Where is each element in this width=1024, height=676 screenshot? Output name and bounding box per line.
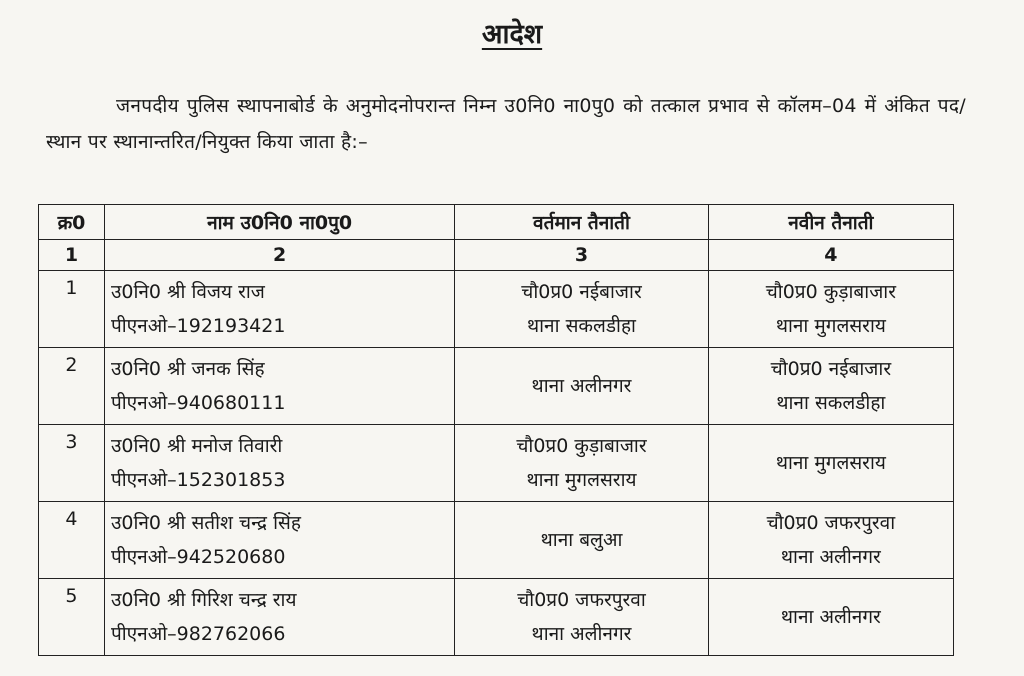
current-posting-cell xyxy=(455,348,708,425)
current-posting-line: थाना सकलडीहा xyxy=(527,315,636,337)
row-serial: 1 xyxy=(39,271,105,348)
row-serial: 3 xyxy=(39,425,105,502)
new-posting-cell xyxy=(708,579,953,656)
current-posting-line: थाना बलुआ xyxy=(540,529,623,551)
header-new-posting: नवीन तैनाती xyxy=(708,205,953,240)
current-posting-cell xyxy=(455,425,708,502)
table-row xyxy=(39,271,954,348)
new-posting-line: थाना अलीनगर xyxy=(780,606,881,628)
row-serial: 4 xyxy=(39,502,105,579)
column-number: 1 xyxy=(39,240,105,271)
table-row xyxy=(39,425,954,502)
new-posting-cell xyxy=(708,348,953,425)
table-row xyxy=(39,348,954,425)
officer-cell xyxy=(104,348,454,425)
column-number: 2 xyxy=(104,240,454,271)
new-posting-cell xyxy=(708,502,953,579)
officer-pno: पीएनओ–982762066 xyxy=(110,623,286,645)
officer-pno: पीएनओ–942520680 xyxy=(110,546,286,568)
table-row xyxy=(39,502,954,579)
column-number: 4 xyxy=(708,240,953,271)
column-number-row xyxy=(39,240,954,271)
officer-name: उ0नि0 श्री सतीश चन्द्र सिंह xyxy=(110,512,301,534)
new-posting-line: चौ0प्र0 जफरपुरवा xyxy=(766,512,896,534)
table-row xyxy=(39,579,954,656)
officer-pno: पीएनओ–192193421 xyxy=(110,315,286,337)
row-serial: 5 xyxy=(39,579,105,656)
table-header-row xyxy=(39,205,954,240)
officer-pno: पीएनओ–940680111 xyxy=(110,392,286,414)
column-number: 3 xyxy=(455,240,708,271)
officer-pno: पीएनओ–152301853 xyxy=(110,469,286,491)
new-posting-cell xyxy=(708,425,953,502)
header-name: नाम उ0नि0 ना0पु0 xyxy=(104,205,454,240)
current-posting-line: चौ0प्र0 नईबाजार xyxy=(521,281,642,303)
officer-name: उ0नि0 श्री मनोज तिवारी xyxy=(110,435,283,457)
officer-cell xyxy=(104,425,454,502)
row-serial: 2 xyxy=(39,348,105,425)
current-posting-line: चौ0प्र0 जफरपुरवा xyxy=(517,589,646,611)
new-posting-line: चौ0प्र0 नईबाजार xyxy=(770,358,892,380)
current-posting-line: थाना मुगलसराय xyxy=(526,469,637,491)
current-posting-line: थाना अलीनगर xyxy=(531,623,632,645)
transfer-table xyxy=(38,204,954,656)
new-posting-line: थाना सकलडीहा xyxy=(776,392,886,414)
title-text: आदेश xyxy=(481,19,543,50)
header-current-posting: वर्तमान तैनाती xyxy=(455,205,708,240)
new-posting-line: चौ0प्र0 कुड़ाबाजार xyxy=(765,281,896,303)
current-posting-line: चौ0प्र0 कुड़ाबाजार xyxy=(516,435,647,457)
new-posting-cell xyxy=(708,271,953,348)
officer-cell xyxy=(104,502,454,579)
current-posting-cell xyxy=(455,271,708,348)
officer-cell xyxy=(104,579,454,656)
current-posting-line: थाना अलीनगर xyxy=(531,375,632,397)
new-posting-line: थाना अलीनगर xyxy=(780,546,881,568)
new-posting-line: थाना मुगलसराय xyxy=(775,452,886,474)
header-serial: क्र0 xyxy=(39,205,105,240)
officer-name: उ0नि0 श्री जनक सिंह xyxy=(110,358,265,380)
order-paragraph: जनपदीय पुलिस स्थापनाबोर्ड के अनुमोदनोपरान्त निम्न उ0नि0 ना0पु0 को तत्काल प्रभाव से कॉलम–04 में अंकित पद/स्थान पर स्थानान्तरित/नियुक्त किया जाता है:– xyxy=(46,95,966,153)
new-posting-line: थाना मुगलसराय xyxy=(775,315,886,337)
current-posting-cell xyxy=(455,502,708,579)
officer-name: उ0नि0 श्री गिरिश चन्द्र राय xyxy=(110,589,297,611)
current-posting-cell xyxy=(455,579,708,656)
document-title xyxy=(0,14,1024,51)
officer-cell xyxy=(104,271,454,348)
officer-name: उ0नि0 श्री विजय राज xyxy=(110,281,265,303)
